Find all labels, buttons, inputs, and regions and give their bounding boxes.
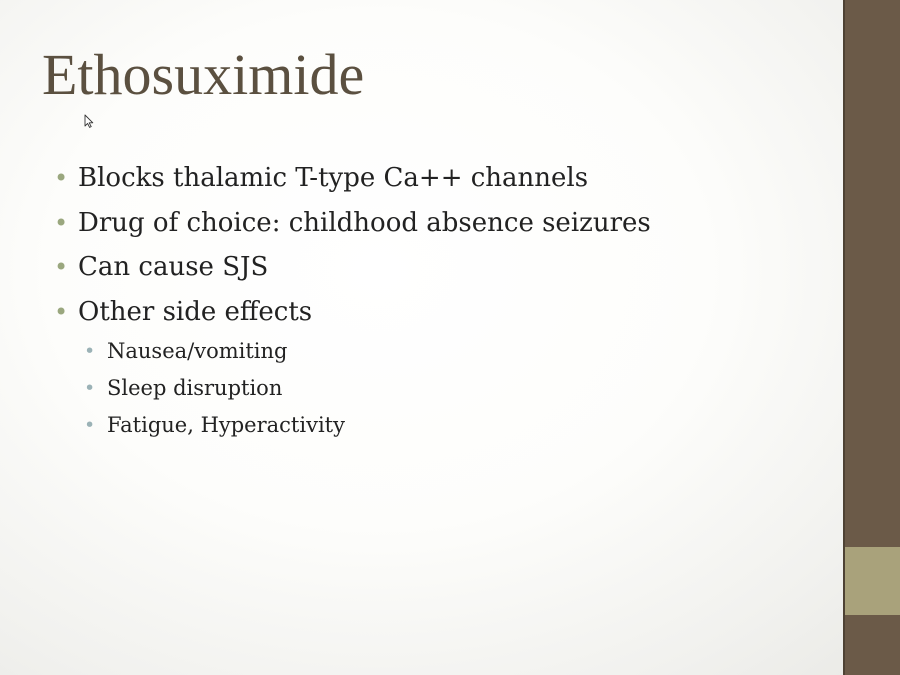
sub-bullet-dot: • <box>84 414 96 436</box>
bullet-item <box>52 158 651 203</box>
bullet-item <box>52 203 651 248</box>
bullet-dot: • <box>54 208 69 237</box>
slide-title: Ethosuximide <box>42 42 365 107</box>
bullet-text: Drug of choice: childhood absence seizures <box>78 207 651 238</box>
sub-bullet-item <box>82 408 345 445</box>
bullet-text: Blocks thalamic T-type Ca++ channels <box>78 163 589 193</box>
sub-bullet-item <box>82 334 345 371</box>
bullet-dot: • <box>54 297 69 326</box>
mouse-pointer-icon <box>84 114 94 128</box>
bullet-text: Other side effects <box>78 296 313 327</box>
sub-bullet-text: Nausea/vomiting <box>107 339 288 363</box>
sub-bullet-dot: • <box>84 340 96 362</box>
bullet-item <box>52 247 651 292</box>
bullet-item <box>52 292 651 337</box>
bullet-dot: • <box>54 164 69 192</box>
bullet-text: Can cause SJS <box>78 252 269 282</box>
bullet-dot: • <box>54 253 69 281</box>
sub-bullet-text: Fatigue, Hyperactivity <box>107 413 345 437</box>
bullet-list <box>52 158 651 336</box>
side-decoration-accent <box>845 547 900 615</box>
sub-bullet-text: Sleep disruption <box>107 376 283 400</box>
sub-bullet-item <box>82 371 345 408</box>
sub-bullet-dot: • <box>84 377 96 399</box>
sub-bullet-list <box>82 334 345 445</box>
